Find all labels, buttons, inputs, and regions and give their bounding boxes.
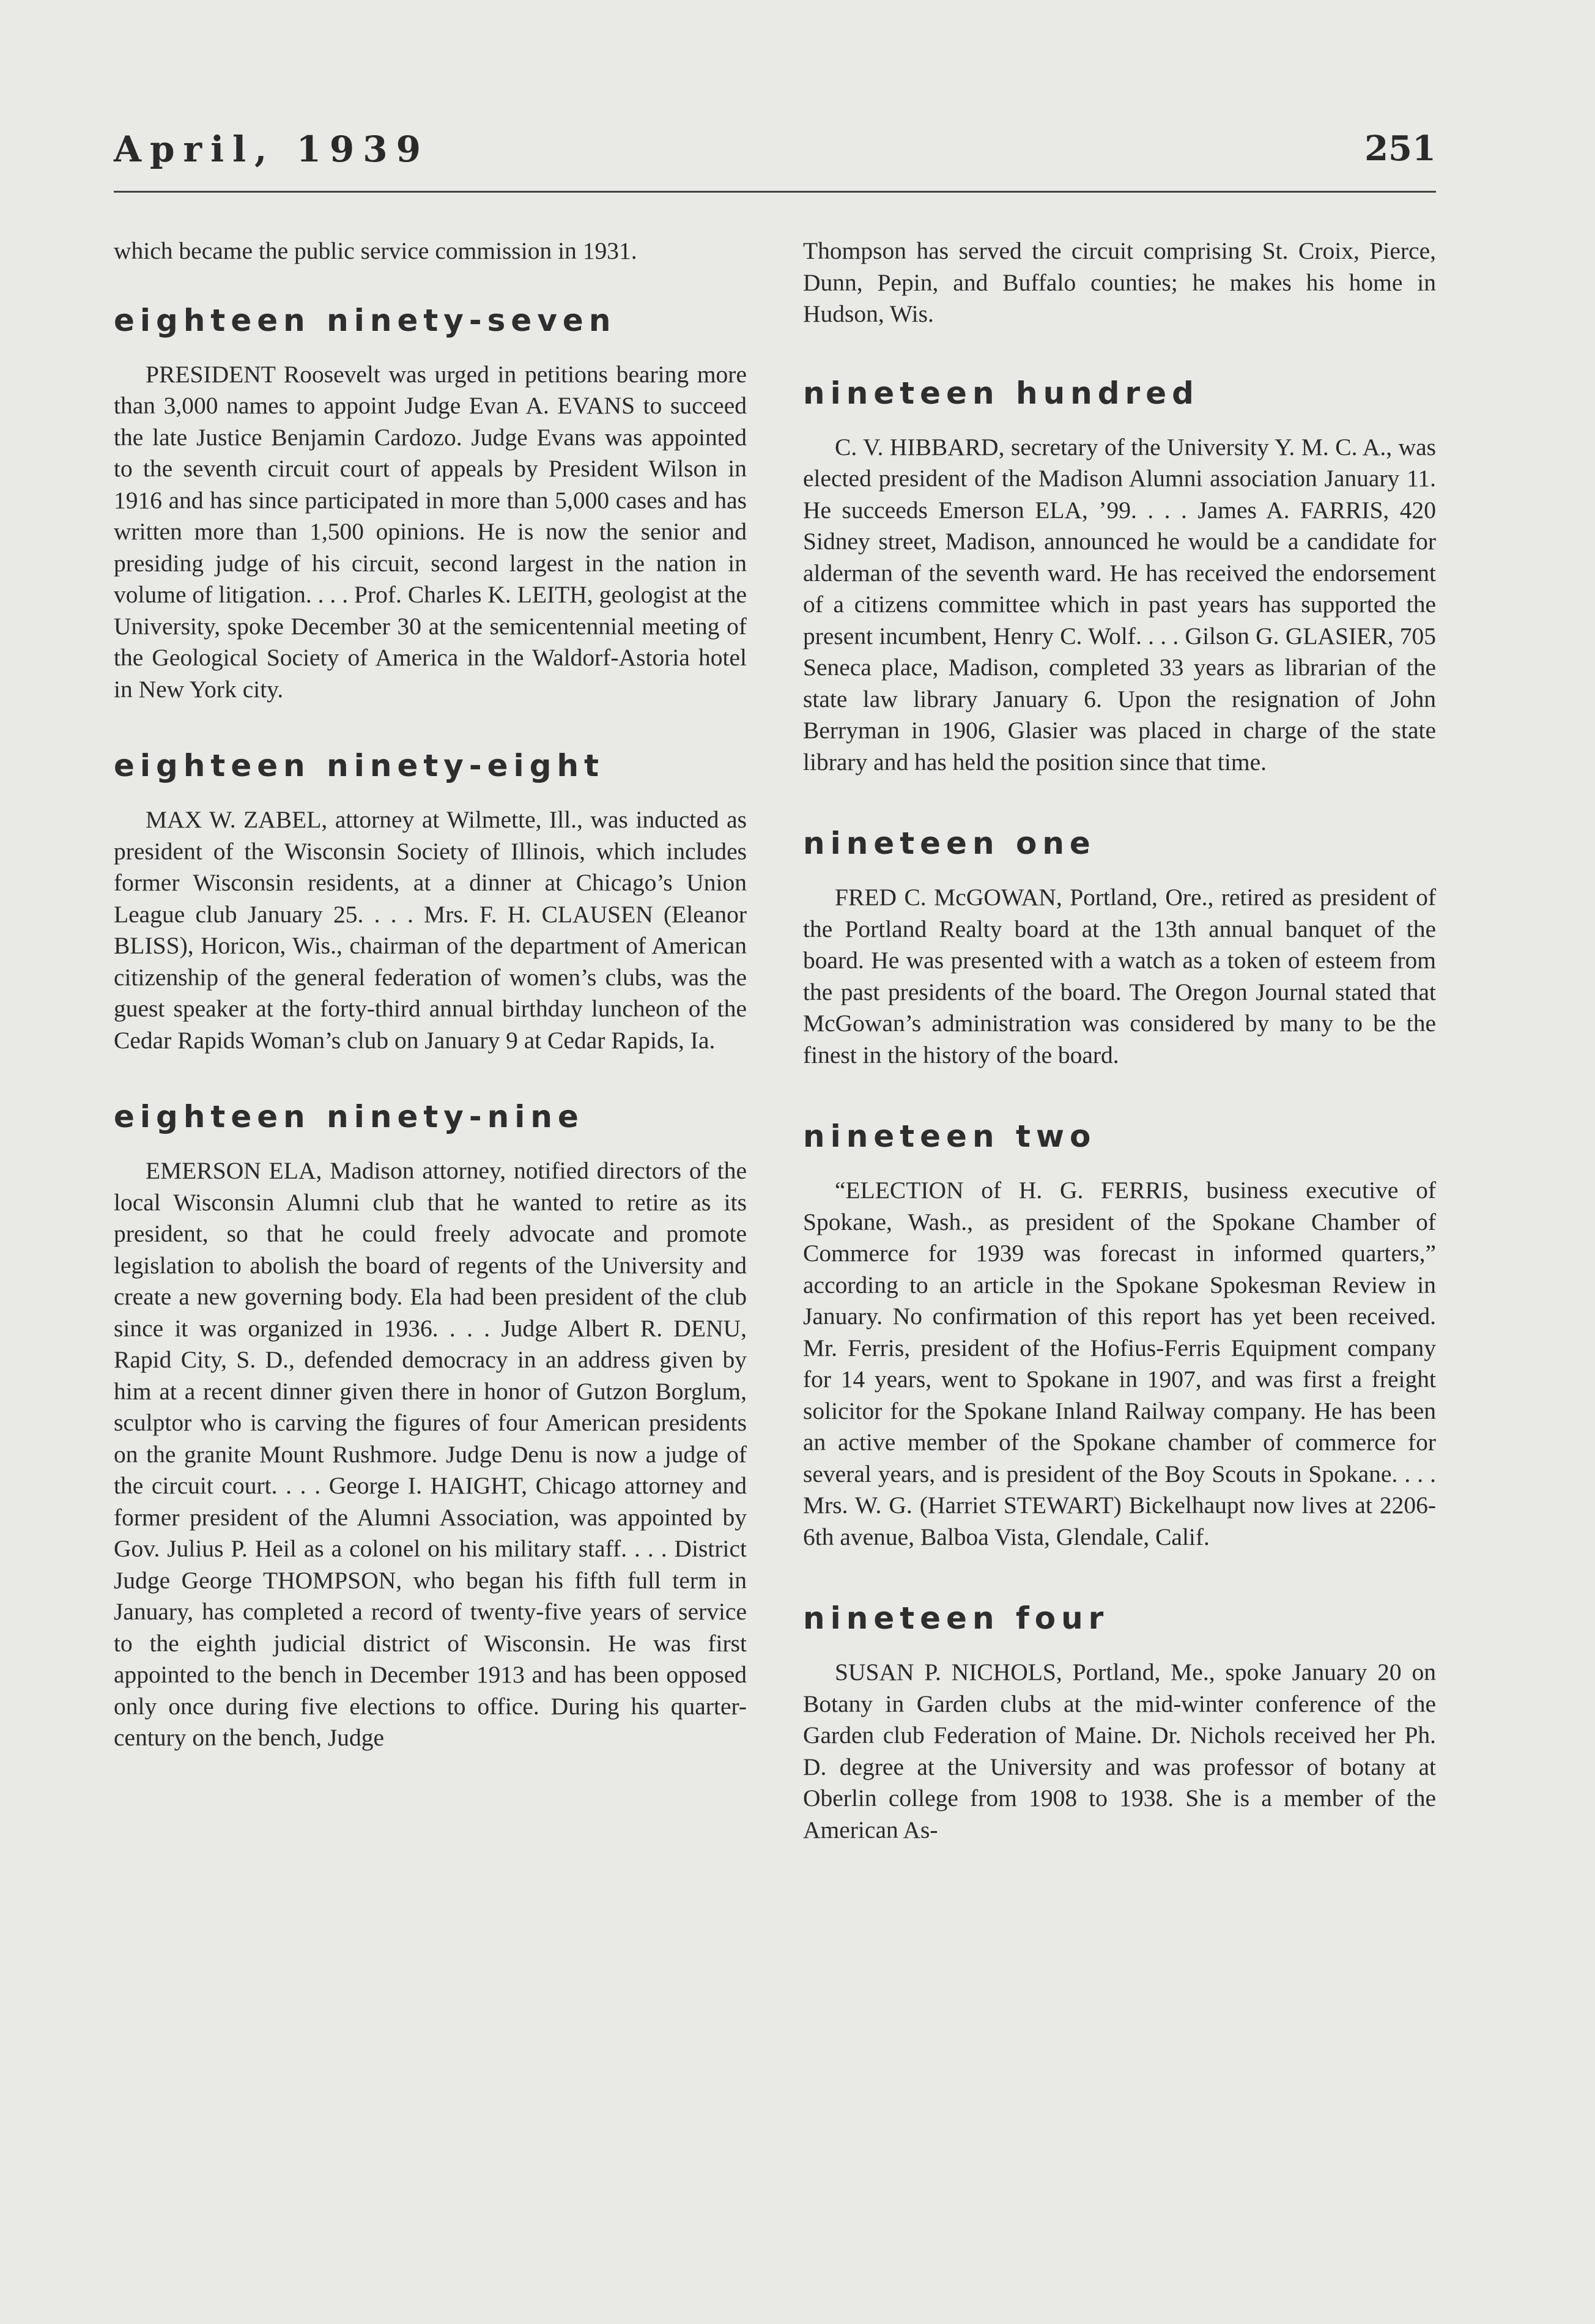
section-heading-1900: nineteen hundred (803, 375, 1199, 411)
section-body-1899: EMERSON ELA, Madison attorney, notified directors of the local Wisconsin Alumni club that he wanted to retire as its president, so that he could freely advocate and promote legislation to abolish the board of regents of the University and create a new governing body. Ela had been president of the club since it was organized in 1936. . . . Judge Albert R. DENU, Rapid City, S. D., defended democracy in an address given by him at a recent dinner given there in honor of Gutzon Borglum, sculptor who is carving the figures of four American presidents on the granite Mount Rushmore. Judge Denu is now a judge of the circuit court. . . . George I. HAIGHT, Chicago attorney and former president of the Alumni Association, was appointed by Gov. Julius P. Heil as a colonel on his military staff. . . . District Judge George THOMPSON, who began his fifth full term in January, has completed a record of twenty-five years of service to the eighth judicial district of Wisconsin. He was first appointed to the bench in December 1913 and has been opposed only once during five elections to office. During his quarter-century on the bench, Judge (114, 1157, 747, 1751)
section-body-1898: MAX W. ZABEL, attorney at Wilmette, Ill., was inducted as president of the Wisconsin Society of Illinois, which includes former Wisconsin residents, at a dinner at Chicago’s Union League club January 25. . . . Mrs. F. H. CLAUSEN (Eleanor BLISS), Horicon, Wis., chairman of the department of American citizenship of the general federation of women’s clubs, was the guest speaker at the forty-third annual birthday luncheon of the Cedar Rapids Woman’s club on January 9 at Cedar Rapids, Ia. (114, 806, 747, 1054)
continued-paragraph: Thompson has served the circuit comprising St. Croix, Pierce, Dunn, Pepin, and Buffalo counties; he makes his home in Hudson, Wis. (803, 237, 1436, 327)
section-body-1902: “ELECTION of H. G. FERRIS, business executive of Spokane, Wash., as president of the Spokane Chamber of Commerce for 1939 was forecast in informed quarters,” according to an article in the Spokane Spokesman Review in January. No confirmation of this report has yet been received. Mr. Ferris, president of the Hofius-Ferris Equipment company for 14 years, went to Spokane in 1907, and was first a freight solicitor for the Spokane Inland Railway company. He has been an active member of the Spokane chamber of commerce for several years, and is president of the Boy Scouts in Spokane. . . . Mrs. W. G. (Harriet STEWART) Bickelhaupt now lives at 2206-6th avenue, Balboa Vista, Glendale, Calif. (803, 1177, 1436, 1550)
section-body-1900: C. V. HIBBARD, secretary of the University Y. M. C. A., was elected president of the Madison Alumni association January 11. He succeeds Emerson ELA, ’99. . . . James A. FARRIS, 420 Sidney street, Madison, announced he would be a candidate for alderman of the seventh ward. He has received the endorsement of a citizens committee which in past years has supported the present incumbent, Henry C. Wolf. . . . Gilson G. GLASIER, 705 Seneca place, Madison, completed 33 years as librarian of the state law library January 6. Upon the resignation of John Berryman in 1906, Glasier was placed in charge of the state library and has held the position since that time. (803, 433, 1436, 775)
section-heading-1904: nineteen four (803, 1601, 1109, 1636)
section-heading-1902: nineteen two (803, 1119, 1097, 1154)
section-body-1901: FRED C. McGOWAN, Portland, Ore., retired as president of the Portland Realty board at the 13th annual banquet of the board. He was presented with a watch as a token of esteem from the past presidents of the board. The Oregon Journal stated that McGowan’s administration was considered by many to be the finest in the history of the board. (803, 884, 1436, 1068)
issue-date: April, 1939 (114, 128, 429, 170)
header-rule (114, 191, 1436, 193)
right-column (803, 235, 1436, 1846)
section-body-1897: PRESIDENT Roosevelt was urged in petitions bearing more than 3,000 names to appoint Judge Evan A. EVANS to succeed the late Justice Benjamin Cardozo. Judge Evans was appointed to the seventh circuit court of appeals by President Wilson in 1916 and has since participated in more than 5,000 cases and has written more than 1,500 opinions. He is now the senior and presiding judge of his circuit, second largest in the nation in volume of litigation. . . . Prof. Charles K. LEITH, geologist at the University, spoke December 30 at the semicentennial meeting of the Geological Society of America in the Waldorf-Astoria hotel in New York city. (114, 360, 747, 703)
running-head (114, 128, 1436, 183)
section-heading-1897: eighteen ninety-seven (114, 302, 616, 338)
page-number: 251 (1364, 128, 1436, 169)
left-column (114, 235, 747, 1754)
section-body-1904: SUSAN P. NICHOLS, Portland, Me., spoke January 20 on Botany in Garden clubs at the mid-winter conference of the Garden club Federation of Maine. Dr. Nichols received her Ph. D. degree at the University and was professor of botany at Oberlin college from 1908 to 1938. She is a member of the American As- (803, 1659, 1436, 1843)
section-heading-1901: nineteen one (803, 826, 1096, 861)
section-heading-1898: eighteen ninety-eight (114, 748, 604, 783)
section-heading-1899: eighteen ninety-nine (114, 1099, 584, 1134)
continued-paragraph: which became the public service commission in 1931. (114, 237, 637, 264)
